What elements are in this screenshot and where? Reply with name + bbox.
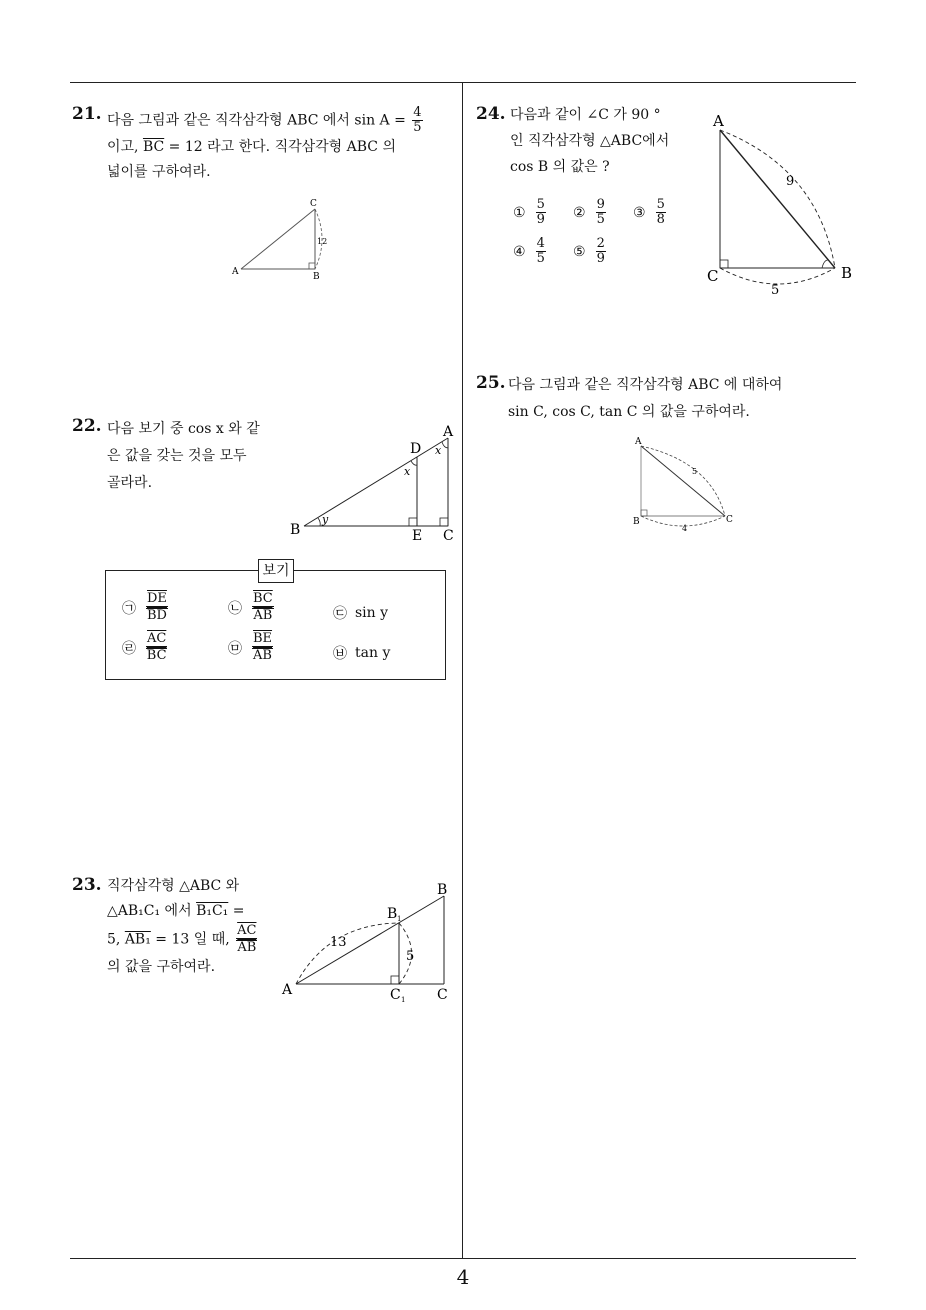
q25-label-C: C [726,515,733,525]
q25-line1: 다음 그림과 같은 직각삼각형 ABC 에 대하여 [508,377,783,393]
q22-angle-x1: x [404,465,411,478]
q24-number: 24. [476,104,506,124]
q24-line3: cos B 의 값은 ? [510,159,610,175]
top-rule [70,82,856,83]
q21-sinA-fraction [412,106,422,135]
q22-figure [280,420,460,550]
frac-den: AB [253,608,273,623]
bogi-item-1 [122,592,170,623]
column-divider [462,82,463,1259]
bogi-item-4 [122,632,169,663]
q23-frac-num: $\overline{AC}$ [236,924,257,941]
q21-sinA-num: 4 [413,105,422,120]
q21-sinA-den: 5 [413,120,422,135]
frac-den: 5 [536,251,545,266]
bottom-rule [70,1258,856,1259]
q23-ab1: AB₁ [124,931,151,948]
q23-number: 23. [72,875,102,895]
q23-label-B1-sub: 1 [397,915,402,923]
q23-fraction [236,924,257,955]
bogi-fraction-5 [252,632,273,663]
frac-num: 2 [596,236,605,251]
choice-mark: ④ [513,243,526,260]
q23-line1: 직각삼각형 △ABC 와 [107,878,240,894]
frac-den: 8 [656,212,665,227]
q21-text [107,106,447,185]
page-number: 4 [456,1265,470,1289]
bogi-mark-1: ㉠ [122,600,136,617]
frac-den: BD [146,608,167,623]
frac-num: 5 [536,197,545,212]
bogi-mark-2: ㉡ [228,600,242,617]
q25-figure [625,432,745,532]
q22-label-B: B [290,522,301,538]
q21-label-B: B [313,272,320,282]
bogi-mark-4: ㉣ [122,640,136,657]
frac-den: AB [253,648,272,663]
frac-num: $\overline{BC}$ [252,592,274,609]
q21-line1: 다음 그림과 같은 직각삼각형 ABC 에서 sin A = [107,112,406,129]
q25-text [508,372,848,426]
q24-choice-2[interactable] [573,198,608,227]
choice-fraction [596,198,606,227]
choice-mark: ③ [633,204,646,221]
q23-b1c1: B₁C₁ [196,903,229,919]
bogi-fraction-4 [146,632,167,663]
bogi-fraction-1 [146,592,168,623]
q24-label-A: A [713,112,724,130]
q25-number: 25. [476,373,506,393]
bogi-item-5 [228,632,275,663]
bogi-item-6 [333,643,390,663]
q22-label-D: D [410,441,422,457]
q22-line2: 은 값을 갖는 것을 모두 [107,448,247,464]
q25-length-4: 4 [682,524,688,532]
q24-choice-1[interactable] [513,198,548,227]
q23-length-13: 13 [330,935,347,950]
choice-mark: ① [513,204,526,221]
q22-number: 22. [72,416,102,436]
q21-bc: $\overline{BC}$ [142,139,165,155]
q23-line2b: = [232,903,245,919]
q24-length-5: 5 [771,283,780,298]
bogi-item-2 [228,592,276,623]
frac-num: $\overline{DE}$ [146,592,168,609]
q24-line1: 다음과 같이 ∠C 가 90 ° [510,107,661,123]
q21-length-12: 12 [317,237,328,246]
choice-fraction [536,237,546,266]
q25-label-A: A [635,437,642,447]
bogi-box [105,570,446,680]
frac-den: 5 [596,212,605,227]
q23-label-C1-sub: 1 [401,996,406,1004]
q24-length-9: 9 [786,174,795,189]
bogi-item-3 [333,603,388,623]
q23-frac-den: AB [237,940,257,955]
q23-text [107,874,282,980]
bogi-title: 보기 [258,559,294,583]
frac-num: 4 [536,236,545,251]
q23-figure [278,878,463,1008]
q21-label-A: A [232,267,239,277]
bogi-text-6: tan y [355,645,391,661]
q24-label-C: C [707,267,719,285]
q23-line3a: 5, [107,931,121,948]
bogi-mark-6: ㉥ [333,646,347,662]
frac-num: 5 [656,197,665,212]
q23-label-B: B [437,882,448,898]
q21-figure [225,195,335,285]
q24-figure [700,108,860,298]
q24-text [510,102,700,180]
q23-label-A: A [282,982,293,998]
frac-num: $\overline{BE}$ [252,632,273,649]
q21-line3: 넓이를 구하여라. [107,164,211,180]
q23-line3b: = 13 일 때, [155,931,230,948]
frac-den: 9 [536,212,545,227]
q24-choice-3[interactable] [633,198,668,227]
choice-mark: ⑤ [573,243,586,260]
q22-angle-x2: x [435,444,442,457]
q21-line2b: = 12 라고 한다. 직각삼각형 ABC 의 [168,139,396,155]
q22-angle-y: y [322,513,329,526]
q23-line4: 의 값을 구하여라. [107,959,216,975]
choice-fraction [596,237,606,266]
q22-line3: 골라라. [107,475,153,491]
q21-number: 21. [72,104,102,124]
q24-choice-4[interactable] [513,237,548,266]
q24-line2: 인 직각삼각형 △ABC에서 [510,133,670,149]
q23-label-C: C [437,987,448,1003]
q22-label-E: E [412,528,423,544]
q22-text [107,416,277,497]
frac-den: 9 [596,251,605,266]
q23-label-C1: C [390,987,401,1003]
q23-line2a: △AB₁C₁ 에서 [107,903,192,919]
bogi-text-3: sin y [355,605,389,621]
bogi-mark-5: ㉤ [228,640,242,657]
q24-label-B: B [841,264,853,282]
choice-mark: ② [573,204,586,221]
q22-line1: 다음 보기 중 cos x 와 같 [107,421,260,437]
choice-fraction [656,198,666,227]
q25-label-B: B [633,517,640,527]
q23-label-B1: B [387,906,398,922]
bogi-mark-3: ㉢ [333,606,347,622]
q22-label-C: C [443,528,454,544]
q21-line2a: 이고, [107,139,139,155]
q24-choice-5[interactable] [573,237,608,266]
frac-num: 9 [596,197,605,212]
frac-den: BC [146,648,167,663]
frac-num: $\overline{AC}$ [146,632,167,649]
q22-label-A: A [443,424,454,440]
q25-line2: sin C, cos C, tan C 의 값을 구하여라. [508,404,750,420]
q25-length-5: 5 [692,467,698,476]
bogi-fraction-2 [252,592,274,623]
q23-length-5: 5 [406,949,415,964]
q21-label-C: C [310,199,317,209]
choice-fraction [536,198,546,227]
